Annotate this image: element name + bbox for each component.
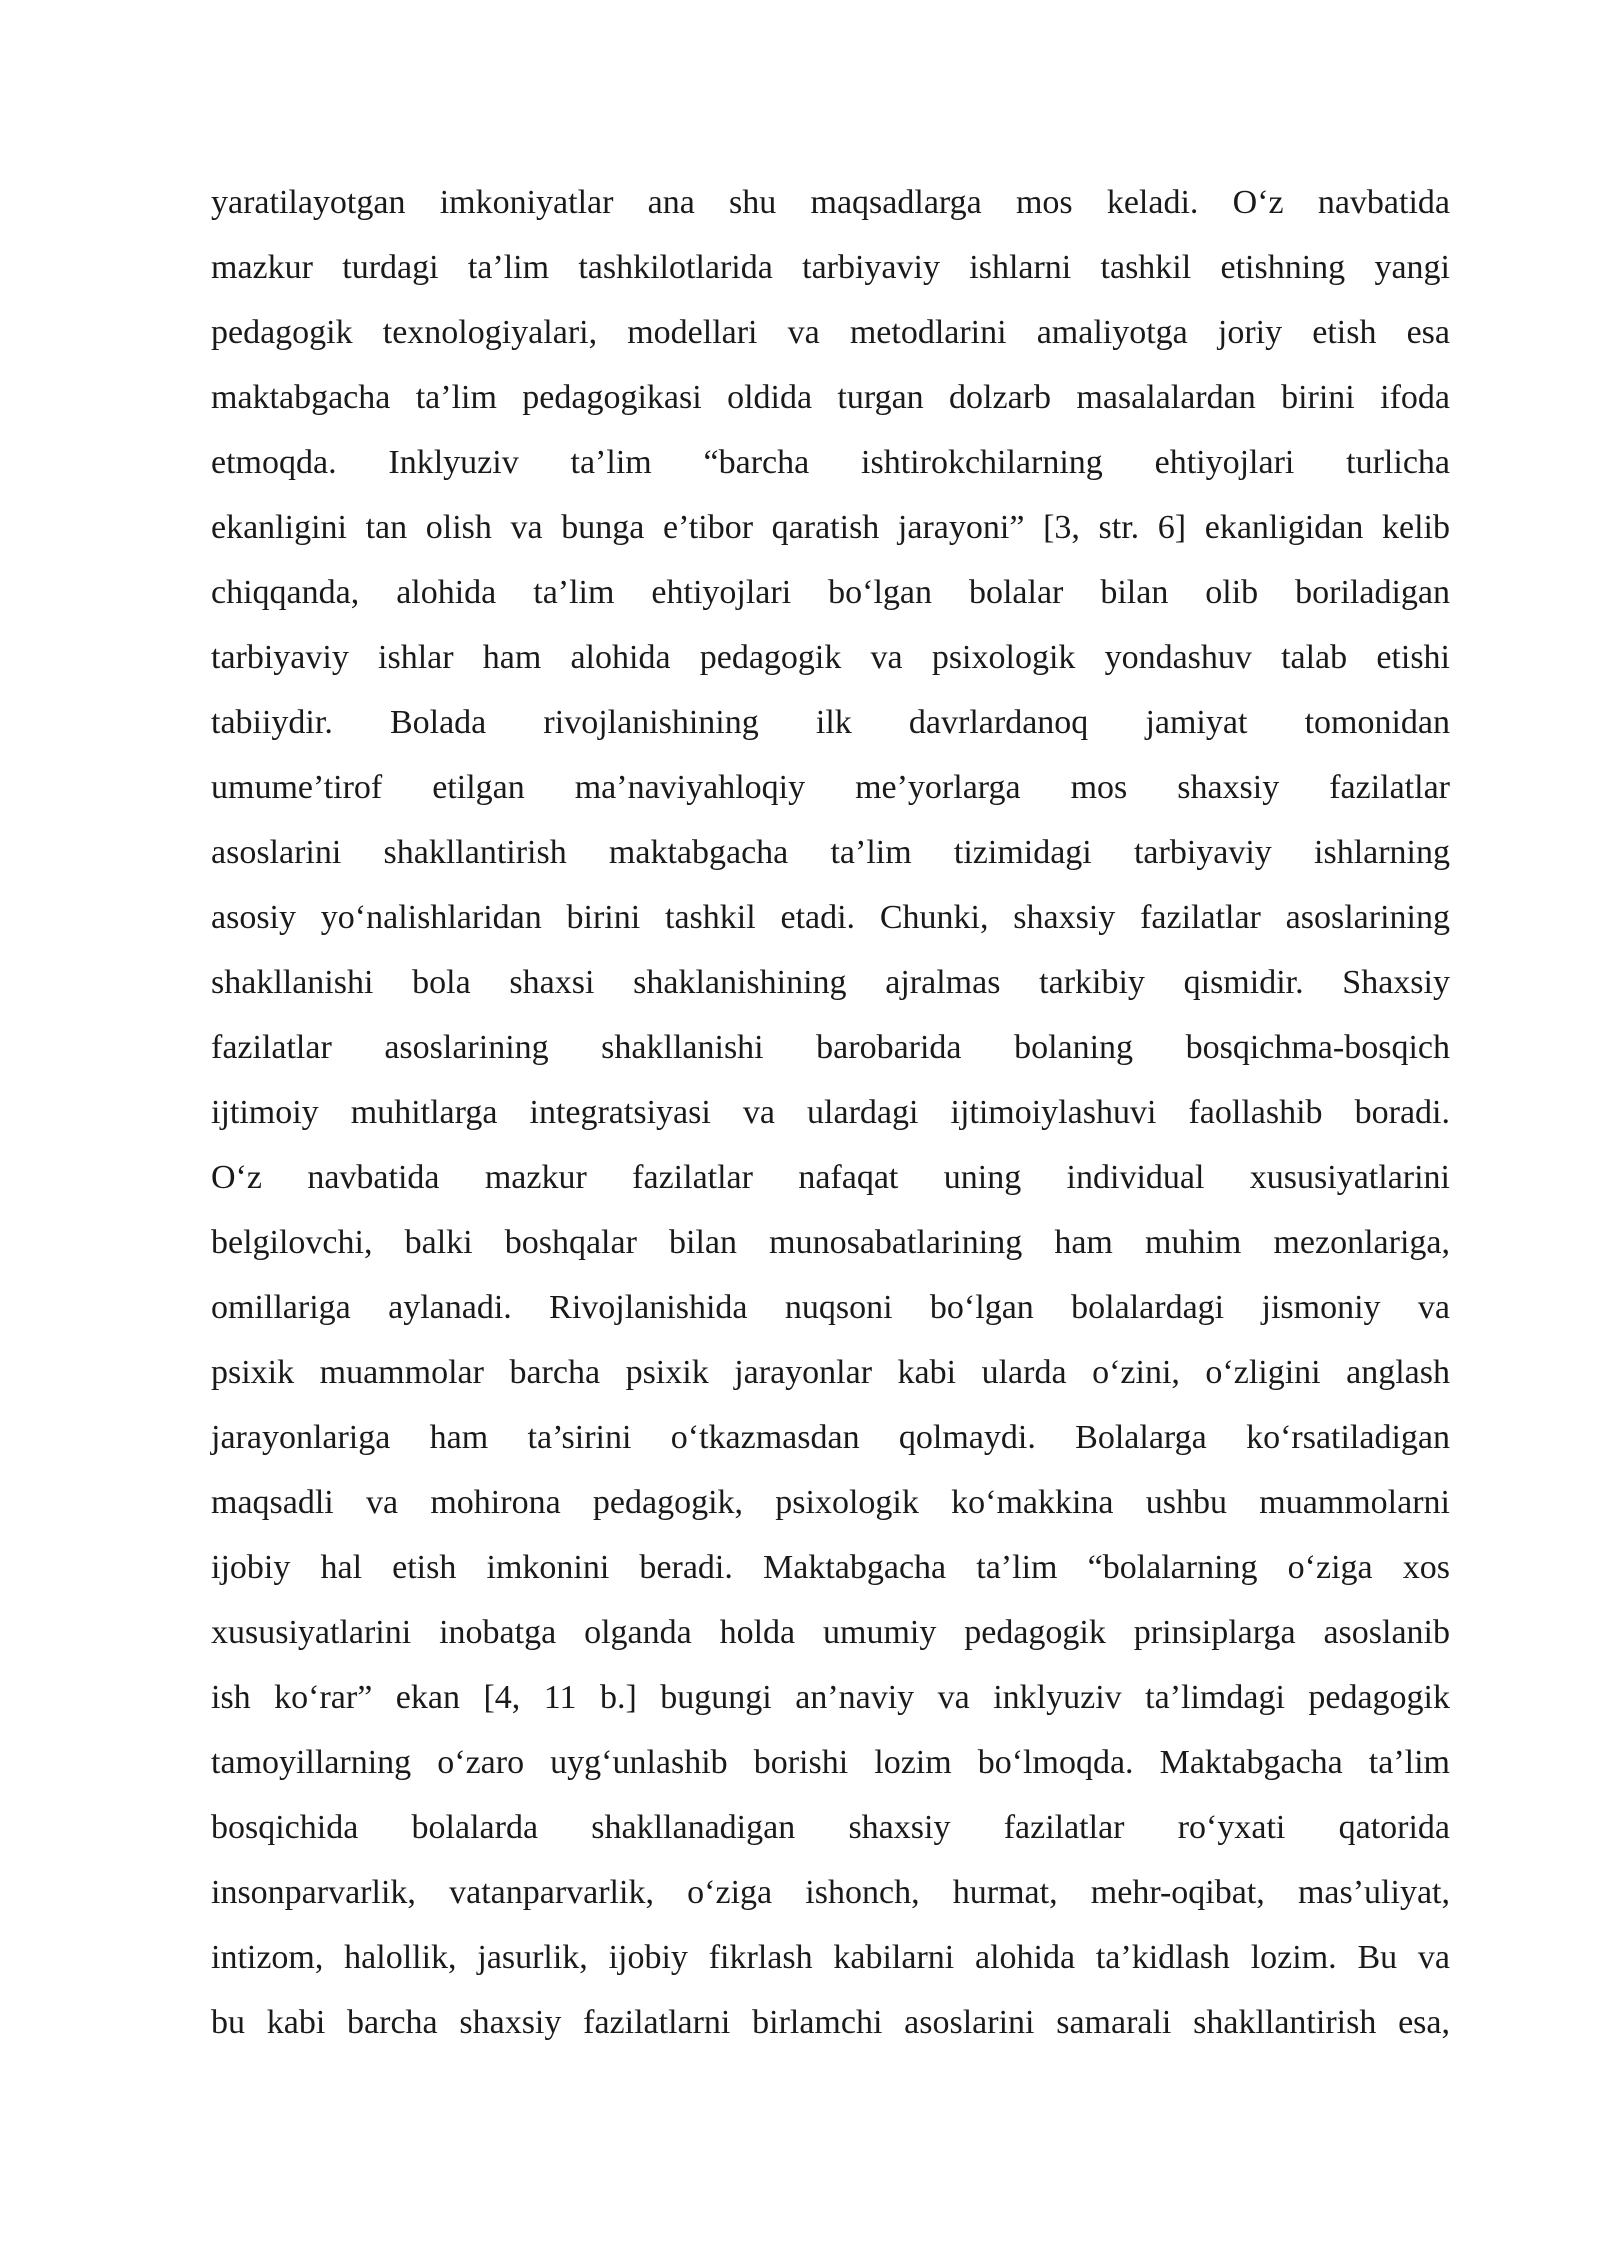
text-line: jarayonlariga ham ta’sirini o‘tkazmasdan qolmaydi. Bolalarga ko‘rsatiladigan	[211, 1419, 1450, 1456]
text-line: O‘z navbatida mazkur fazilatlar nafaqat uning individual xususiyatlarini	[211, 1159, 1450, 1196]
text-line: omillariga aylanadi. Rivojlanishida nuqsoni bo‘lgan bolalardagi jismoniy va	[211, 1289, 1450, 1326]
text-line: shakllanishi bola shaxsi shaklanishining ajralmas tarkibiy qismidir. Shaxsiy	[211, 964, 1450, 1001]
text-line: intizom, halollik, jasurlik, ijobiy fikrlash kabilarni alohida ta’kidlash lozim. Bu va	[211, 1939, 1450, 1976]
text-line: asoslarini shakllantirish maktabgacha ta’lim tizimidagi tarbiyaviy ishlarning	[211, 834, 1450, 871]
text-line: yaratilayotgan imkoniyatlar ana shu maqsadlarga mos keladi. O‘z navbatida	[211, 184, 1450, 221]
text-line: insonparvarlik, vatanparvarlik, o‘ziga ishonch, hurmat, mehr-oqibat, mas’uliyat,	[211, 1874, 1450, 1911]
text-line: fazilatlar asoslarining shakllanishi barobarida bolaning bosqichma-bosqich	[211, 1029, 1450, 1066]
text-line: etmoqda. Inklyuziv ta’lim “barcha ishtirokchilarning ehtiyojlari turlicha	[211, 444, 1450, 481]
text-line: maktabgacha ta’lim pedagogikasi oldida turgan dolzarb masalalardan birini ifoda	[211, 379, 1450, 416]
text-line: psixik muammolar barcha psixik jarayonlar kabi ularda o‘zini, o‘zligini anglash	[211, 1354, 1450, 1391]
text-line: ijtimoiy muhitlarga integratsiyasi va ulardagi ijtimoiylashuvi faollashib boradi.	[211, 1094, 1450, 1131]
body-paragraph	[211, 170, 1450, 2055]
text-line: chiqqanda, alohida ta’lim ehtiyojlari bo‘lgan bolalar bilan olib boriladigan	[211, 574, 1450, 611]
text-line: asosiy yo‘nalishlaridan birini tashkil etadi. Chunki, shaxsiy fazilatlar asoslarining	[211, 899, 1450, 936]
text-line: tabiiydir. Bolada rivojlanishining ilk davrlardanoq jamiyat tomonidan	[211, 704, 1450, 741]
text-line: bu kabi barcha shaxsiy fazilatlarni birlamchi asoslarini samarali shakllantirish esa,	[211, 2004, 1450, 2041]
text-line: pedagogik texnologiyalari, modellari va metodlarini amaliyotga joriy etish esa	[211, 314, 1450, 351]
text-line: tarbiyaviy ishlar ham alohida pedagogik va psixologik yondashuv talab etishi	[211, 639, 1450, 676]
text-line: xususiyatlarini inobatga olganda holda umumiy pedagogik prinsiplarga asoslanib	[211, 1614, 1450, 1651]
text-line: maqsadli va mohirona pedagogik, psixologik ko‘makkina ushbu muammolarni	[211, 1484, 1450, 1521]
text-line: bosqichida bolalarda shakllanadigan shaxsiy fazilatlar ro‘yxati qatorida	[211, 1809, 1450, 1846]
text-line: umume’tirof etilgan ma’naviyahloqiy me’yorlarga mos shaxsiy fazilatlar	[211, 769, 1450, 806]
text-line: ijobiy hal etish imkonini beradi. Maktabgacha ta’lim “bolalarning o‘ziga xos	[211, 1549, 1450, 1586]
text-line: mazkur turdagi ta’lim tashkilotlarida tarbiyaviy ishlarni tashkil etishning yangi	[211, 249, 1450, 286]
text-line: ekanligini tan olish va bunga e’tibor qaratish jarayoni” [3, str. 6] ekanligidan kelib	[211, 509, 1450, 546]
text-line: ish ko‘rar” ekan [4, 11 b.] bugungi an’naviy va inklyuziv ta’limdagi pedagogik	[211, 1679, 1450, 1716]
text-line: tamoyillarning o‘zaro uyg‘unlashib borishi lozim bo‘lmoqda. Maktabgacha ta’lim	[211, 1744, 1450, 1781]
text-line: belgilovchi, balki boshqalar bilan munosabatlarining ham muhim mezonlariga,	[211, 1224, 1450, 1261]
